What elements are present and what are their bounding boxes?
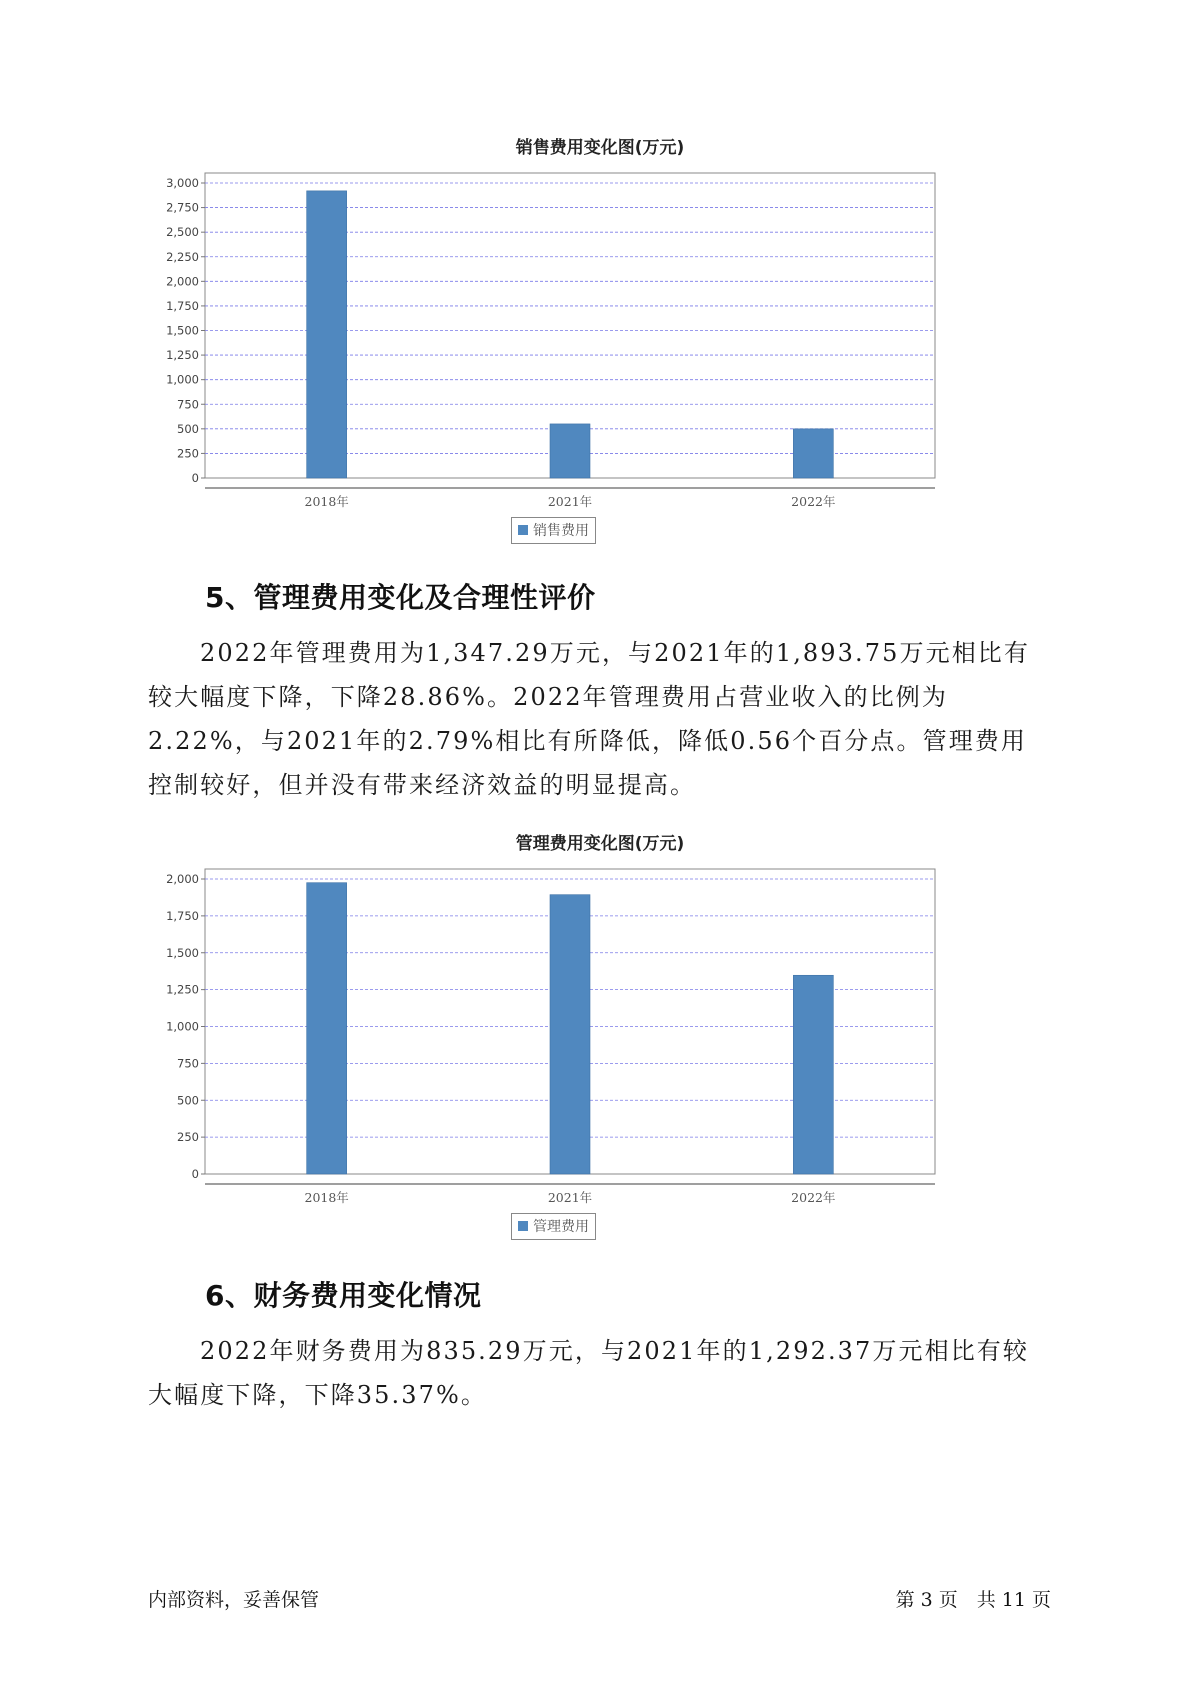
y-tick-label: 1,500: [166, 323, 199, 338]
legend-label: 销售费用: [533, 523, 589, 539]
paragraph-text: 2022年管理费用为1,347.29万元，与2021年的1,893.75万元相比有较大幅度下降，下降28.86%。2022年管理费用占营业收入的比例为2.22%，与2021年的2.79%相比有所降低，降低0.56个百分点。管理费用控制较好，但并没有带来经济效益的明显提高。: [148, 639, 1031, 799]
y-tick-label: 250: [177, 1130, 199, 1145]
section-heading: 5、管理费用变化及合理性评价: [205, 581, 596, 614]
footer-page-number: 第 3 页 共 11 页: [895, 1589, 1051, 1611]
y-tick-label: 250: [177, 446, 199, 461]
y-tick-label: 3,000: [166, 176, 199, 190]
x-tick-label: 2021年: [547, 494, 593, 509]
x-tick-label: 2018年: [304, 494, 349, 509]
y-tick-label: 1,250: [166, 982, 199, 997]
chart-legend: [511, 1213, 596, 1240]
x-tick-label: 2018年: [304, 1190, 349, 1205]
y-tick-label: 2,750: [166, 200, 199, 215]
y-tick-label: 1,000: [166, 1019, 199, 1034]
legend-swatch: [518, 1221, 528, 1231]
y-tick-label: 1,750: [166, 908, 199, 923]
admin-expense-chart: [150, 829, 1050, 1244]
x-tick-label: 2022年: [791, 494, 836, 509]
y-tick-label: 0: [191, 471, 199, 485]
sales-expense-bar-plot: [150, 133, 1050, 513]
y-tick-label: 750: [177, 1056, 199, 1071]
chart-legend: [511, 517, 596, 544]
bar: [307, 191, 347, 478]
chart-title: 销售费用变化图(万元): [515, 138, 685, 158]
legend-swatch: [518, 525, 528, 535]
section-heading: 6、财务费用变化情况: [205, 1279, 482, 1312]
y-tick-label: 1,750: [166, 298, 199, 313]
y-tick-label: 500: [177, 1093, 199, 1108]
y-tick-label: 0: [191, 1167, 199, 1181]
footer-confidential-note: 内部资料，妥善保管: [148, 1589, 320, 1611]
y-tick-label: 2,250: [166, 249, 199, 264]
section-paragraph: [148, 1329, 1053, 1417]
y-tick-label: 2,000: [166, 872, 199, 886]
bar: [550, 895, 590, 1174]
bar: [793, 975, 833, 1174]
x-tick-label: 2021年: [547, 1190, 593, 1205]
y-tick-label: 2,000: [166, 274, 199, 289]
x-tick-label: 2022年: [791, 1190, 836, 1205]
y-tick-label: 750: [177, 397, 199, 412]
bar: [307, 883, 347, 1174]
admin-expense-bar-plot: [150, 829, 1050, 1209]
section-paragraph: [148, 631, 1053, 807]
chart-title: 管理费用变化图(万元): [515, 834, 685, 854]
y-tick-label: 500: [177, 421, 199, 436]
bar: [793, 429, 833, 478]
y-tick-label: 1,500: [166, 945, 199, 960]
paragraph-text: 2022年财务费用为835.29万元，与2021年的1,292.37万元相比有较大幅度下降，下降35.37%。: [148, 1337, 1030, 1409]
y-tick-label: 1,000: [166, 372, 199, 387]
y-tick-label: 1,250: [166, 348, 199, 363]
bar: [550, 424, 590, 478]
y-tick-label: 2,500: [166, 225, 199, 240]
sales-expense-chart: [150, 133, 1050, 548]
legend-label: 管理费用: [533, 1219, 589, 1235]
